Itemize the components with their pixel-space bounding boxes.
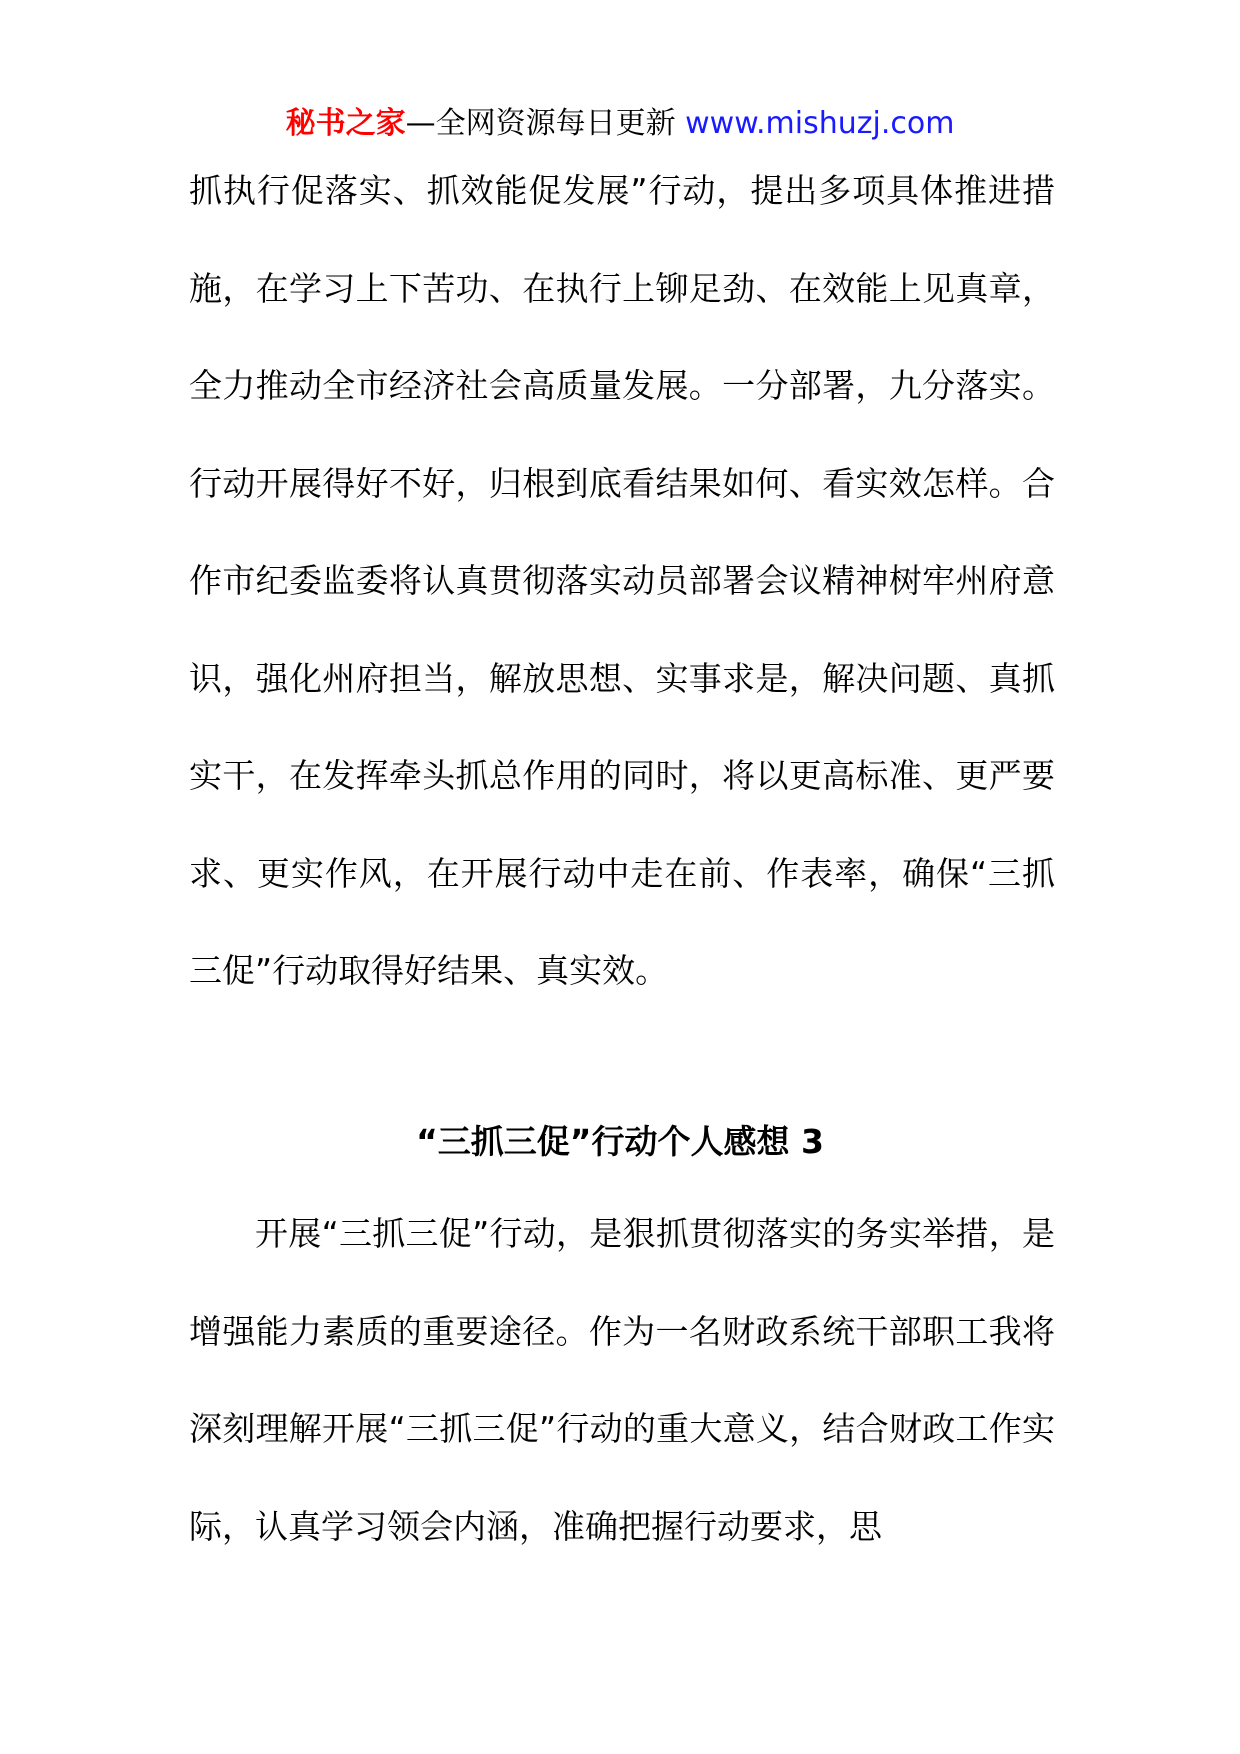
site-url-link[interactable]: www.mishuzj.com xyxy=(685,106,955,141)
body-section-continued xyxy=(189,142,1055,1020)
site-tagline: —全网资源每日更新 xyxy=(405,106,676,141)
paragraph-new: 开展“三抓三促”行动，是狠抓贯彻落实的务实举措，是增强能力素质的重要途径。作为一名财政系统干部职工我将深刻理解开展“三抓三促”行动的重大意义，结合财政工作实际，认真学习领会内涵，准确把握行动要求，思 xyxy=(189,1214,1055,1546)
section-heading: “三抓三促”行动个人感想 3 xyxy=(416,1122,824,1161)
page-header xyxy=(0,100,1240,148)
site-brand: 秘书之家 xyxy=(285,106,406,141)
body-section-new xyxy=(189,1185,1055,1575)
paragraph-continued: 抓执行促落实、抓效能促发展”行动，提出多项具体推进措施，在学习上下苦功、在执行上铆足劲、在效能上见真章，全力推动全市经济社会高质量发展。一分部署，九分落实。行动开展得好不好，归根到底看结果如何、看实效怎样。合作市纪委监委将认真贯彻落实动员部署会议精神树牢州府意识，强化州府担当，解放思想、实事求是，解决问题、真抓实干，在发挥牵头抓总作用的同时，将以更高标准、更严要求、更实作风，在开展行动中走在前、作表率，确保“三抓三促”行动取得好结果、真实效。 xyxy=(189,171,1055,990)
